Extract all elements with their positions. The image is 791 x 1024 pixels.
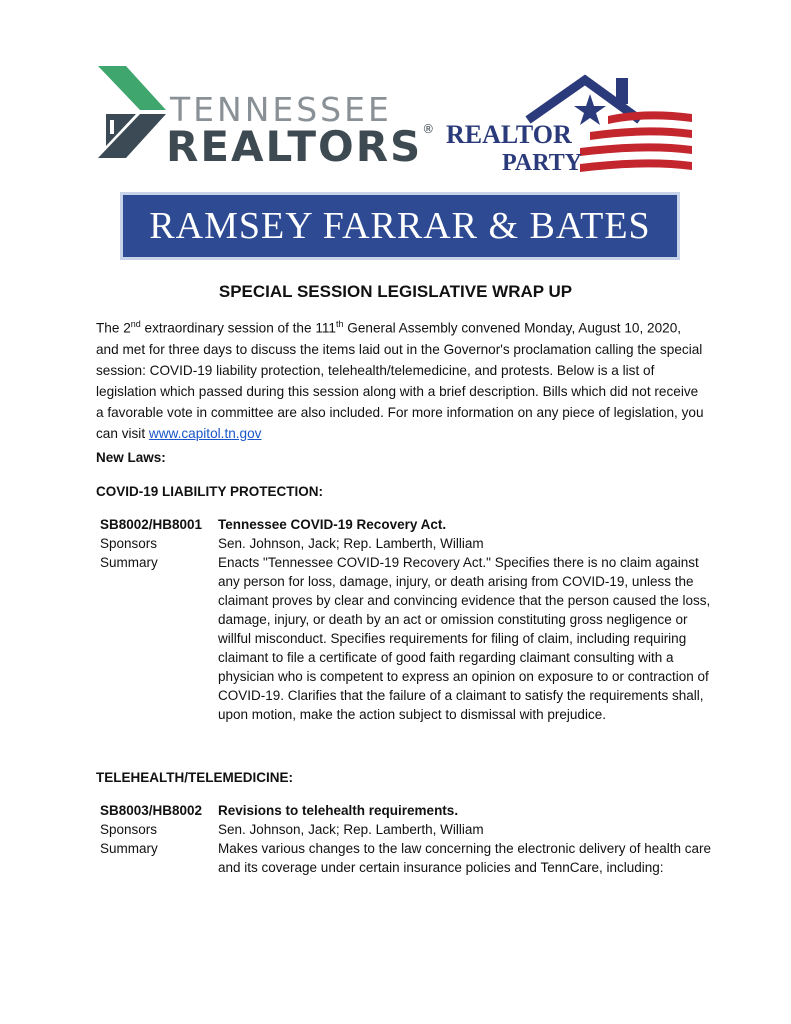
logo-text-realtor: REALTOR xyxy=(446,120,572,149)
bill-header-row xyxy=(100,801,720,820)
intro-text-2: extraordinary session of the 111 xyxy=(140,320,336,336)
section-heading-telehealth: TELEHEALTH/TELEMEDICINE: xyxy=(96,770,293,785)
intro-text-3: General Assembly convened Monday, August 10, 2020, and met for three days to discuss the items laid out in the Governor's proclamation calling the special session: COVID-19 liability protection, telehealth/telemedicine, and protests. Below is a list of legislation which passed during this session along with a brief description. Bills which did not receive a favorable vote in committee are also included. For more information on any piece of legislation, you can visit xyxy=(96,320,704,441)
bill-header-row xyxy=(100,515,720,534)
intro-text-1: The 2 xyxy=(96,320,131,336)
section-heading-covid: COVID-19 LIABILITY PROTECTION: xyxy=(96,484,324,499)
sponsors-value: Sen. Johnson, Jack; Rep. Lamberth, William xyxy=(218,822,484,837)
logo-text-party: PARTY xyxy=(502,150,583,176)
firm-name: RAMSEY FARRAR & BATES xyxy=(149,205,651,247)
sponsors-label: Sponsors xyxy=(100,536,158,551)
bill-number: SB8003/HB8002 xyxy=(100,803,203,818)
bill-title: Revisions to telehealth requirements. xyxy=(218,803,459,818)
tennessee-realtors-logo xyxy=(96,62,437,172)
firm-banner xyxy=(120,192,680,260)
bill-summary-row xyxy=(100,553,720,724)
intro-superscript-th: th xyxy=(336,319,344,329)
bill-sponsors-row xyxy=(100,534,720,553)
intro-paragraph xyxy=(96,314,706,444)
new-laws-label: New Laws: xyxy=(96,450,166,465)
summary-label: Summary xyxy=(100,841,158,856)
realtors-chevron-icon xyxy=(96,62,168,162)
bill-number: SB8002/HB8001 xyxy=(100,517,203,532)
document-title: SPECIAL SESSION LEGISLATIVE WRAP UP xyxy=(218,282,573,301)
bill-summary-row xyxy=(100,839,720,877)
summary-value: Enacts "Tennessee COVID-19 Recovery Act." Specifies there is no claim against any person for loss, damage, injury, or death arising from COVID-19, unless the claimant proves by clear and convincing evidence that the person caused the loss, damage, injury, or death by an act or omission constituting gross negligence or willful misconduct. Specifies requirements for filing of claim, including requiring claimant to file a certificate of good faith regarding claimant consulting with a physician who is competent to express an opinion on exposure to or contraction of COVID-19. Clarifies that the failure of a claimant to satisfy the requirements shall, upon motion, make the action subject to dismissal with prejudice. xyxy=(218,555,711,722)
summary-label: Summary xyxy=(100,555,158,570)
sponsors-value: Sen. Johnson, Jack; Rep. Lamberth, William xyxy=(218,536,484,551)
summary-value: Makes various changes to the law concerning the electronic delivery of health care and its coverage under certain insurance policies and TennCare, including: xyxy=(218,841,712,875)
bill-sb8002 xyxy=(100,515,720,724)
sponsors-label: Sponsors xyxy=(100,822,158,837)
logo-text-tennessee: TENNESSEE xyxy=(170,90,392,129)
logo-text-realtors: REALTORS® xyxy=(166,122,437,171)
capitol-link[interactable]: www.capitol.tn.gov xyxy=(148,425,262,441)
bill-title: Tennessee COVID-19 Recovery Act. xyxy=(218,517,447,532)
bill-sponsors-row xyxy=(100,820,720,839)
intro-superscript-nd: nd xyxy=(130,319,141,329)
realtor-party-logo xyxy=(440,72,705,192)
bill-sb8003 xyxy=(100,801,720,877)
